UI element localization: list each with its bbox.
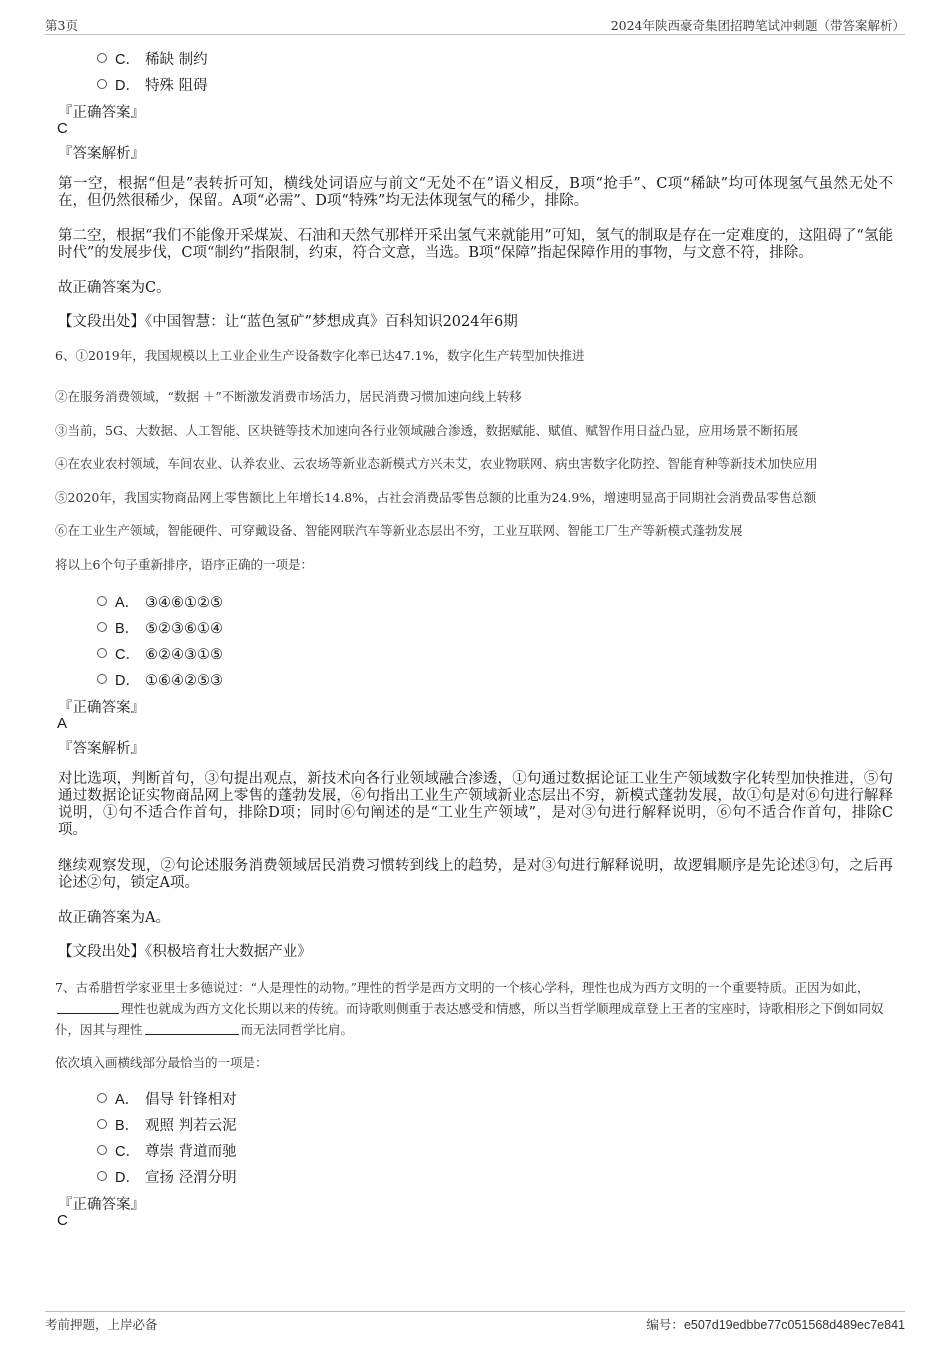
- radio-icon[interactable]: [97, 622, 107, 632]
- radio-icon[interactable]: [97, 596, 107, 606]
- q5-analysis-paragraph-3: 故正确答案为C。: [58, 280, 171, 296]
- q7-answer-label: 『正确答案』: [58, 1197, 145, 1213]
- radio-icon[interactable]: [97, 648, 107, 658]
- q6-sentence-5: ⑤2020年，我国实物商品网上零售额比上年增长14.8%，占社会消费品零售总额的比重为24.9%，增速明显高于同期社会消费品零售总额: [55, 490, 817, 505]
- q5-source: 【文段出处】《中国智慧：让“蓝色氢矿”梦想成真》百科知识2024年6期: [58, 314, 518, 330]
- q6-sentence-1: 6、①2019年，我国规模以上工业企业生产设备数字化率已达47.1%，数字化生产转型加快推进: [55, 348, 585, 363]
- q7-option-c[interactable]: C． 尊崇 背道而驰: [97, 1140, 237, 1161]
- q5-analysis-label: 『答案解析』: [58, 146, 145, 162]
- q5-option-c[interactable]: C． 稀缺 制约: [97, 48, 208, 69]
- q5-answer-label: 『正确答案』: [58, 105, 145, 121]
- q7-option-b[interactable]: B． 观照 判若云泥: [97, 1114, 237, 1135]
- q6-sentence-6: ⑥在工业生产领域，智能硬件、可穿戴设备、智能网联汽车等新业态层出不穷，工业互联网、智能工厂生产等新模式蓬勃发展: [55, 523, 743, 538]
- document-title: 2024年陕西豪奇集团招聘笔试冲刺题（带答案解析）: [610, 18, 905, 33]
- radio-icon[interactable]: [97, 1171, 107, 1181]
- q6-answer: A: [57, 715, 68, 732]
- q6-prompt: 将以上6个句子重新排序，语序正确的一项是：: [55, 557, 313, 572]
- document-code: 编号：e507d19edbbe77c051568d489ec7e841: [646, 1317, 905, 1332]
- q6-answer-label: 『正确答案』: [58, 700, 145, 716]
- footer-slogan: 考前押题，上岸必备: [45, 1317, 158, 1332]
- q6-sentence-3: ③当前，5G、大数据、人工智能、区块链等技术加速向各行业领域融合渗透，数据赋能、赋值、赋智作用日益凸显，应用场景不断拓展: [55, 423, 798, 438]
- q6-option-c[interactable]: C． ⑥②④③①⑤: [97, 643, 223, 664]
- fill-blank-2[interactable]: [145, 1022, 239, 1035]
- q7-option-d[interactable]: D． 宣扬 泾渭分明: [97, 1166, 237, 1187]
- fill-blank-1[interactable]: [57, 1001, 119, 1014]
- q5-answer: C: [57, 120, 68, 137]
- page-number: 第3页: [45, 18, 78, 33]
- q6-option-d[interactable]: D． ①⑥④②⑤③: [97, 669, 223, 690]
- q6-analysis-paragraph-3: 故正确答案为A。: [58, 910, 170, 926]
- q7-answer: C: [57, 1212, 68, 1229]
- q6-sentence-2: ②在服务消费领域，“数据 ＋”不断激发消费市场活力，居民消费习惯加速向线上转移: [55, 389, 522, 404]
- q5-option-d[interactable]: D． 特殊 阻碍: [97, 74, 208, 95]
- page-footer: [45, 1311, 905, 1336]
- q6-analysis-label: 『答案解析』: [58, 741, 145, 757]
- q5-analysis-paragraph-1: 第一空，根据“但是”表转折可知，横线处词语应与前文“无处不在”语义相反，B项“抢手”、C项“稀缺”均可体现氢气虽然无处不在，但仍然很稀少，保留。A项“必需”、D项“特殊”均无法体现氢气的稀少，排除。: [58, 176, 893, 209]
- radio-icon[interactable]: [97, 1119, 107, 1129]
- q6-option-b[interactable]: B． ⑤②③⑥①④: [97, 617, 223, 638]
- radio-icon[interactable]: [97, 53, 107, 63]
- q6-sentence-4: ④在农业农村领域，车间农业、认养农业、云农场等新业态新模式方兴未艾，农业物联网、病虫害数字化防控、智能育种等新技术加快应用: [55, 456, 818, 471]
- q6-analysis-paragraph-1: 对比选项，判断首句，③句提出观点，新技术向各行业领域融合渗透，①句通过数据论证工业生产领域数字化转型加快推进，⑤句通过数据论证实物商品网上零售的蓬勃发展，⑥句指出工业生产领域新业态层出不穷，新模式蓬勃发展，故①句是对⑥句进行解释说明，①句不适合作首句，排除D项；同时⑥句阐述的是“工业生产领域”，是对③句进行解释说明，⑥句不适合作首句，排除C项。: [58, 771, 893, 838]
- radio-icon[interactable]: [97, 79, 107, 89]
- q5-analysis-paragraph-2: 第二空，根据“我们不能像开采煤炭、石油和天然气那样开采出氢气来就能用”可知，氢气的制取是存在一定难度的，这阻碍了“氢能时代”的发展步伐，C项“制约”指限制，约束，符合文意，当选。B项“保障”指起保障作用的事物，与文意不符，排除。: [58, 228, 893, 261]
- radio-icon[interactable]: [97, 674, 107, 684]
- q7-option-a[interactable]: A． 倡导 针锋相对: [97, 1088, 237, 1109]
- page-header: [45, 14, 905, 35]
- q6-analysis-paragraph-2: 继续观察发现，②句论述服务消费领域居民消费习惯转到线上的趋势，是对③句进行解释说明，故逻辑顺序是先论述③句，之后再论述②句，锁定A项。: [58, 858, 893, 891]
- q7-prompt: 依次填入画横线部分最恰当的一项是：: [55, 1055, 268, 1070]
- radio-icon[interactable]: [97, 1093, 107, 1103]
- q7-question-text: 7、古希腊哲学家亚里士多德说过：“人是理性的动物。”理性的哲学是西方文明的一个核心学科，理性也成为西方文明的一个重要特质。正因为如此，理性也就成为西方文化长期以来的传统。而诗歌则侧重于表达感受和情感，所以当哲学顺理成章登上王者的宝座时，诗歌相形之下倒如同奴仆，因其与理性 而无法同哲学比肩。: [55, 980, 884, 1037]
- q6-option-a[interactable]: A． ③④⑥①②⑤: [97, 591, 223, 612]
- radio-icon[interactable]: [97, 1145, 107, 1155]
- q6-source: 【文段出处】《积极培育壮大数据产业》: [58, 944, 312, 960]
